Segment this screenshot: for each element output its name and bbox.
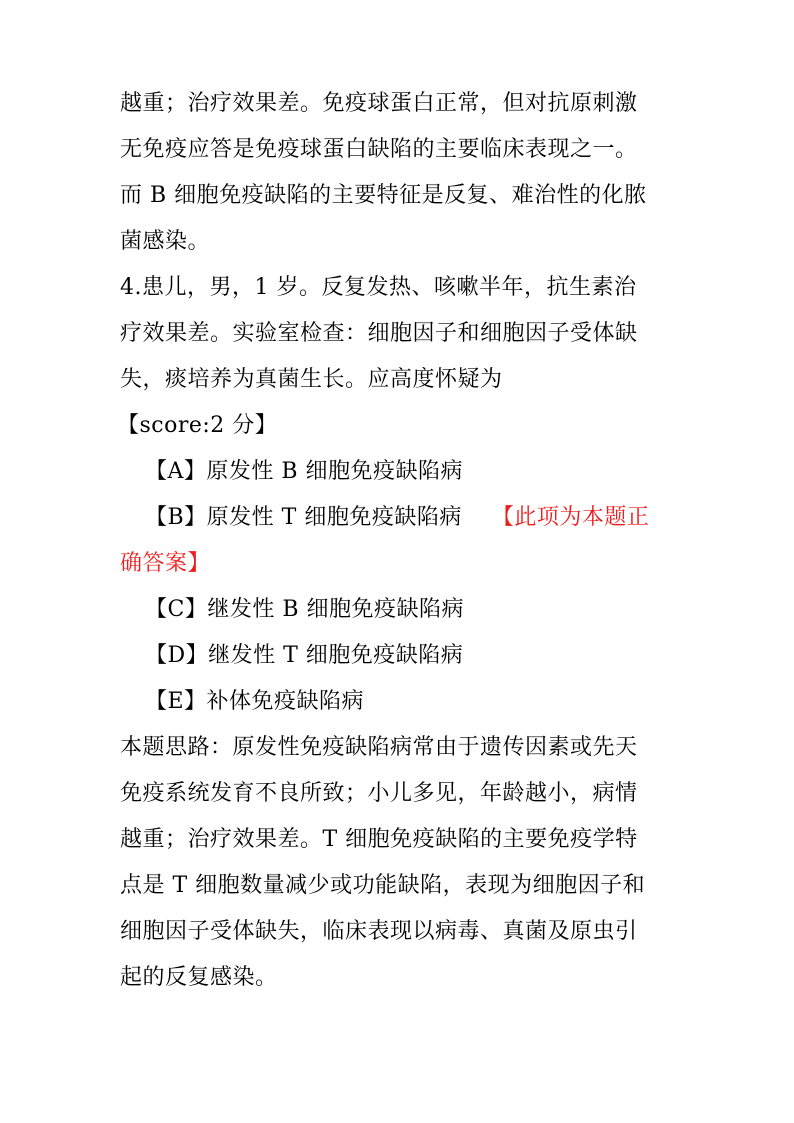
prev-explanation-line-1: 越重；治疗效果差。免疫球蛋白正常，但对抗原刺激 <box>120 91 638 116</box>
option-b-label: 【B】原发性 T 细胞免疫缺陷病 <box>145 505 462 530</box>
option-e: 【E】补体免疫缺陷病 <box>145 689 365 714</box>
correct-answer-tag: 【此项为本题正 <box>491 505 650 530</box>
explanation-line-5: 细胞因子受体缺失，临床表现以病毒、真菌及原虫引 <box>120 919 638 944</box>
question-score: 【score:2 分】 <box>117 413 278 438</box>
option-b <box>145 503 705 533</box>
explanation-line-6: 起的反复感染。 <box>120 965 278 990</box>
correct-answer-tag-continued: 确答案】 <box>120 551 211 576</box>
question-line-3: 失，痰培养为真菌生长。应高度怀疑为 <box>120 367 503 392</box>
explanation-line-1: 本题思路：原发性免疫缺陷病常由于遗传因素或先天 <box>120 735 638 760</box>
option-c: 【C】继发性 B 细胞免疫缺陷病 <box>145 597 464 622</box>
option-d: 【D】继发性 T 细胞免疫缺陷病 <box>145 643 464 668</box>
explanation-line-3: 越重；治疗效果差。T 细胞免疫缺陷的主要免疫学特 <box>120 827 638 852</box>
prev-explanation-line-4: 菌感染。 <box>120 229 211 254</box>
question-line-1: 4.患儿，男，1 岁。反复发热、咳嗽半年，抗生素治 <box>120 275 637 300</box>
prev-explanation-line-2: 无免疫应答是免疫球蛋白缺陷的主要临床表现之一。 <box>120 137 638 162</box>
option-a: 【A】原发性 B 细胞免疫缺陷病 <box>145 459 464 484</box>
explanation-line-4: 点是 T 细胞数量减少或功能缺陷，表现为细胞因子和 <box>120 873 646 898</box>
question-line-2: 疗效果差。实验室检查：细胞因子和细胞因子受体缺 <box>120 321 638 346</box>
prev-explanation-line-3: 而 B 细胞免疫缺陷的主要特征是反复、难治性的化脓 <box>120 183 647 208</box>
explanation-line-2: 免疫系统发育不良所致；小儿多见，年龄越小，病情 <box>120 781 638 806</box>
